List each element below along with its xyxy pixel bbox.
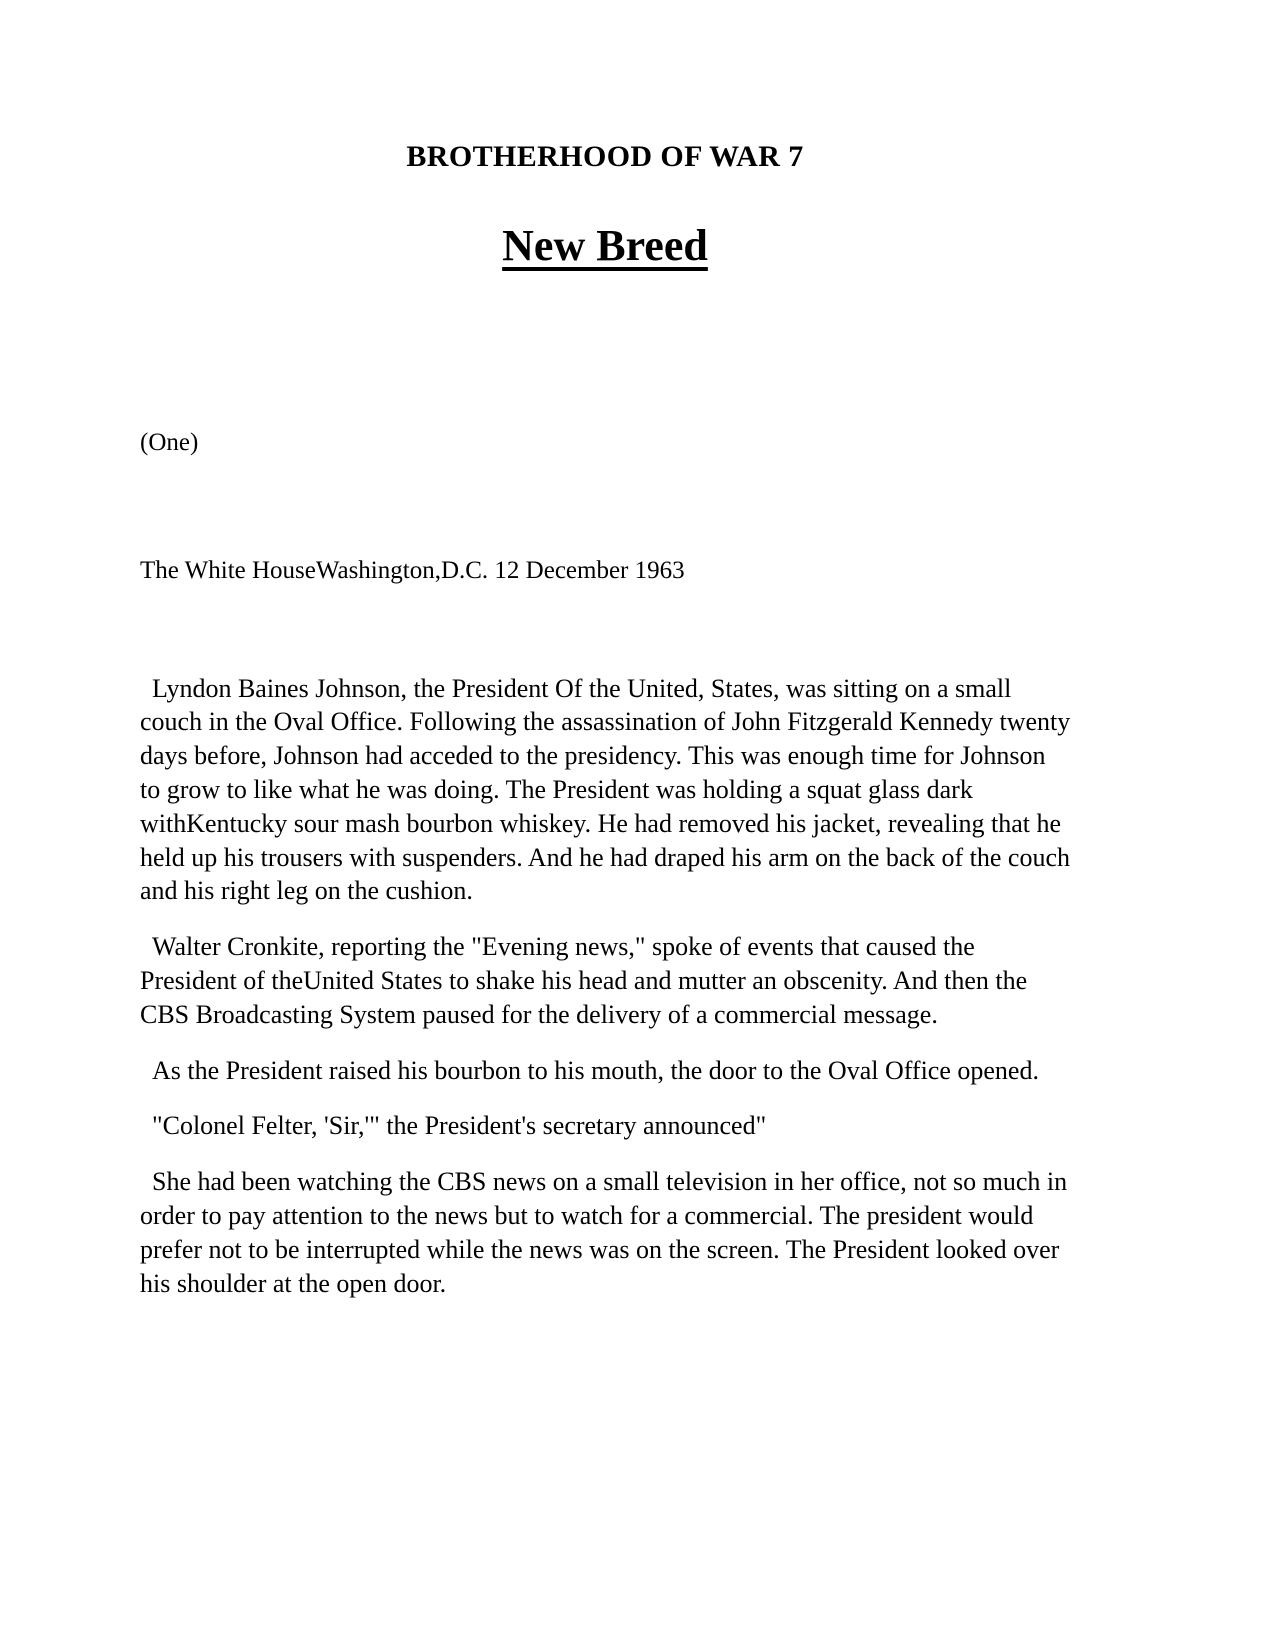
body-text <box>140 588 1075 1301</box>
paragraph: Lyndon Baines Johnson, the President Of the United, States, was sitting on a small couch in the Oval Office. Following the assassination of John Fitzgerald Kennedy twenty days before, Johnson had acceded to the presidency. This was enough time for Johnson to grow to like what he was doing. The President was holding a squat glass dark withKentucky sour mash bourbon whiskey. He had removed his jacket, revealing that he held up his trousers with suspenders. And he had draped his arm on the back of the couch and his right leg on the cushion. <box>140 673 1071 906</box>
series-title: BROTHERHOOD OF WAR 7 <box>406 140 804 173</box>
document-content <box>140 0 1075 1300</box>
dateline: The White HouseWashington,D.C. 12 December 1963 <box>140 557 685 585</box>
paragraph: Walter Cronkite, reporting the "Evening news," spoke of events that caused the President of theUnited States to shake his head and mutter an obscenity. And then the CBS Broadcasting System paused for the delivery of a commercial message. <box>140 932 1028 1029</box>
paragraph: She had been watching the CBS news on a small television in her office, not so much in order to pay attention to the news but to watch for a commercial. The president would prefer not to be interrupted while the news was on the screen. The President looked over his shoulder at the open door. <box>140 1167 1068 1298</box>
book-title <box>140 173 1070 272</box>
paragraph: As the President raised his bourbon to his mouth, the door to the Oval Office opened. <box>152 1055 1039 1085</box>
chapter-label: (One) <box>140 428 199 456</box>
dialogue-line: "Colonel Felter, 'Sir,'" the President's secretary announced" <box>152 1111 767 1141</box>
book-title-text: New Breed <box>502 221 708 270</box>
